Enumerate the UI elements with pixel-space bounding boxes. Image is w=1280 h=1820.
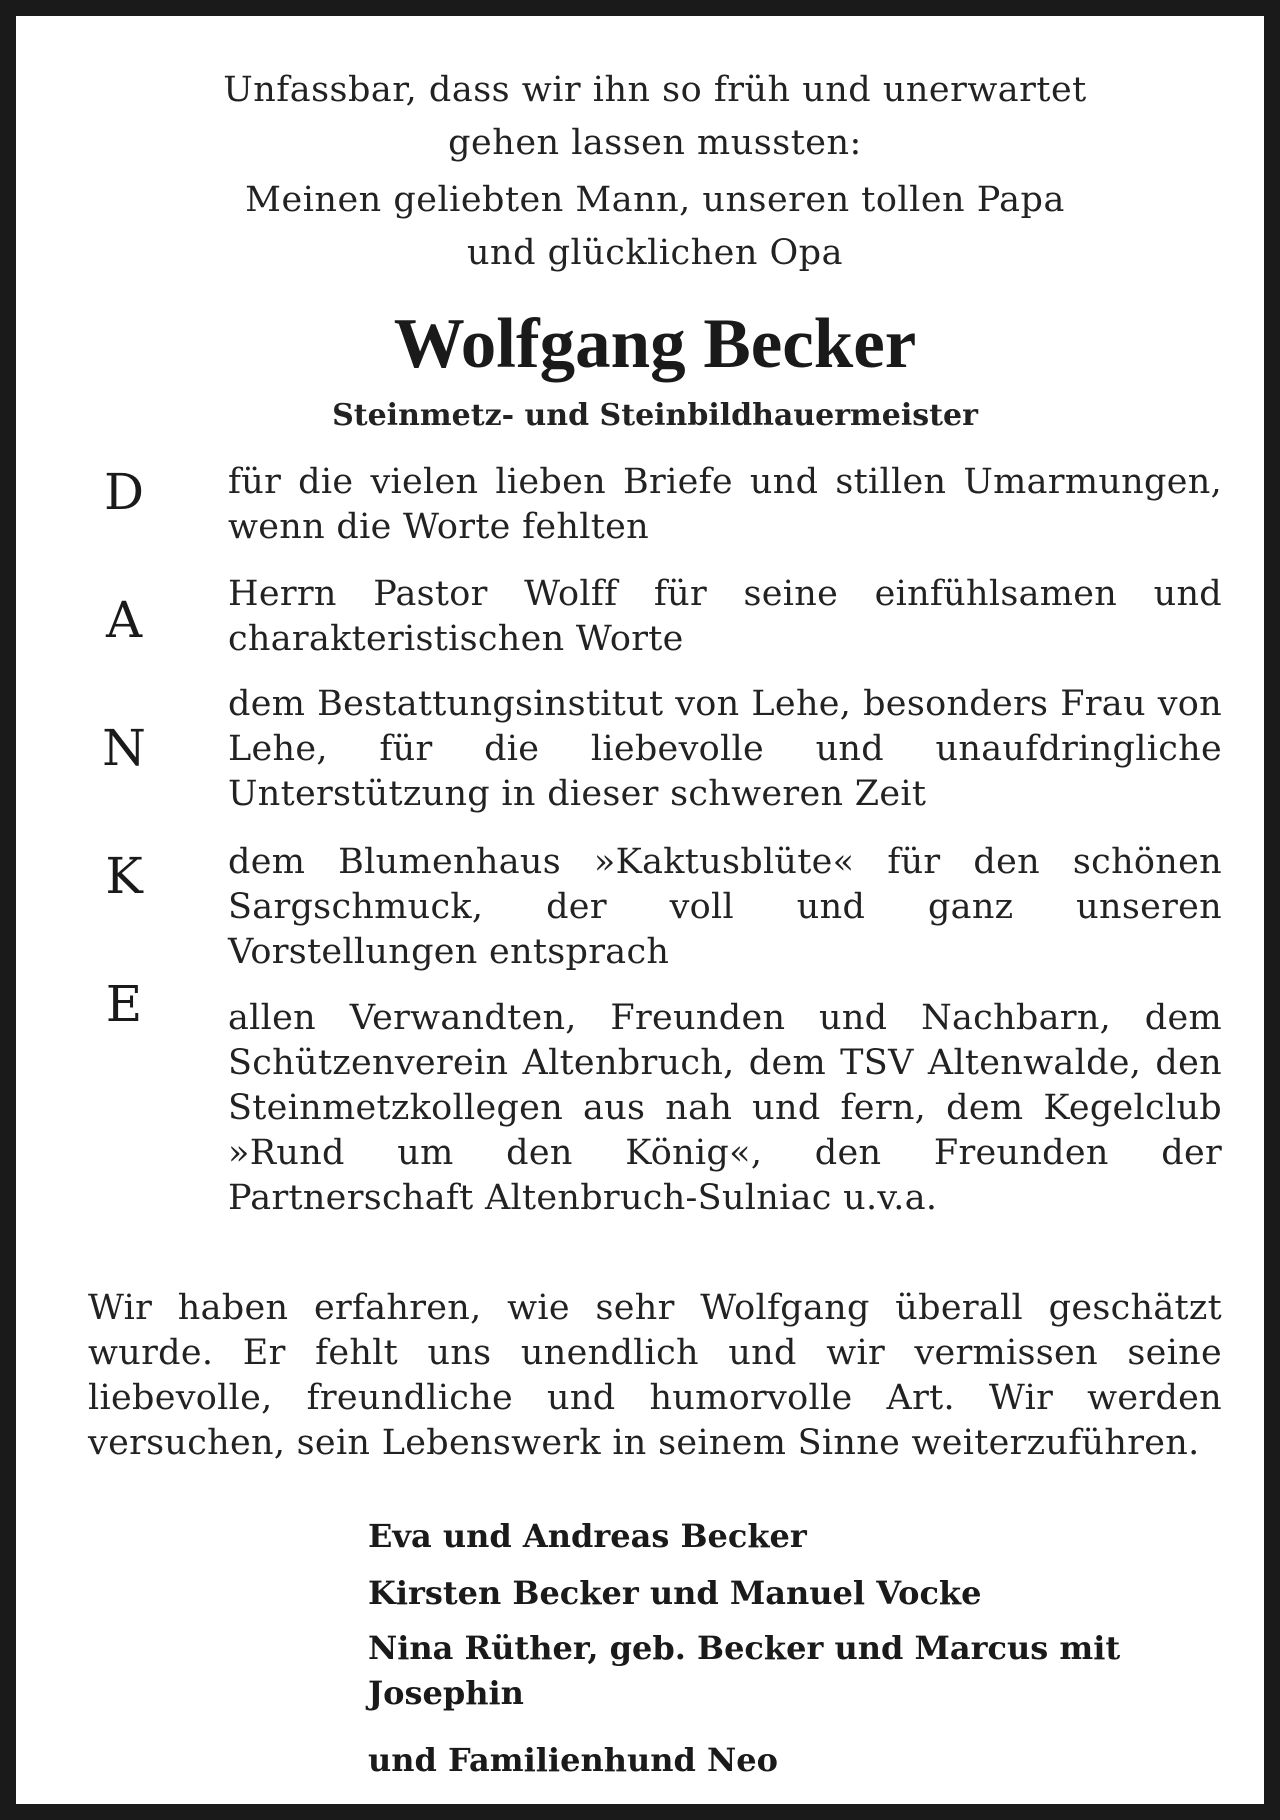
deceased-name: Wolfgang Becker — [393, 305, 917, 383]
thanks-entry: Herrn Pastor Wolff für seine einfühlsamen und charakteristischen Worte — [228, 574, 1222, 659]
danke-letter-e: E — [105, 975, 143, 1033]
intro-line: und glücklichen Opa — [467, 233, 843, 273]
notice-content — [88, 64, 1222, 1779]
intro-text — [88, 64, 1222, 280]
intro-line: Unfassbar, dass wir ihn so früh und unerwartet — [223, 70, 1087, 110]
signature-line: Kirsten Becker und Manuel Vocke — [368, 1574, 982, 1612]
thanks-entry: allen Verwandten, Freunden und Nachbarn, dem Schützenverein Altenbruch, dem TSV Altenwalde, den Steinmetzkollegen aus nah und fern, dem Kegelclub »Rund um den König«, den Freunden der Partnerschaft Altenbruch-Sulniac u.v.a. — [228, 998, 1222, 1218]
danke-letter-n: N — [102, 719, 146, 777]
closing-paragraph: Wir haben erfahren, wie sehr Wolfgang überall geschätzt wurde. Er fehlt uns unendlich und wir vermissen seine liebevolle, freundliche und humorvolle Art. Wir werden versuchen, sein Lebenswerk in seinem Sinne weiterzuführen. — [88, 1288, 1222, 1463]
danke-letter-k: K — [105, 847, 143, 905]
intro-line: Meinen geliebten Mann, unseren tollen Papa — [245, 180, 1065, 220]
thanks-entry: dem Bestattungsinstitut von Lehe, besonders Frau von Lehe, für die liebevolle und unaufdringliche Unterstützung in dieser schweren Zeit — [228, 684, 1222, 814]
signature-line: Eva und Andreas Becker — [368, 1517, 807, 1555]
thanks-entry: dem Blumenhaus »Kaktusblüte« für den schönen Sargschmuck, der voll und ganz unseren Vorstellungen entsprach — [228, 842, 1222, 972]
thanks-entry: für die vielen lieben Briefe und stillen Umarmungen, wenn die Worte fehlten — [228, 462, 1222, 547]
danke-letter-a: A — [105, 591, 143, 649]
signature-line: und Familienhund Neo — [368, 1741, 778, 1779]
signature-line: Nina Rüther, geb. Becker und Marcus mit Josephin — [368, 1629, 1121, 1712]
profession: Steinmetz- und Steinbildhauermeister — [332, 398, 978, 433]
intro-line: gehen lassen mussten: — [448, 123, 862, 163]
danke-letter-d: D — [103, 463, 145, 521]
danke-section — [88, 460, 1222, 1250]
